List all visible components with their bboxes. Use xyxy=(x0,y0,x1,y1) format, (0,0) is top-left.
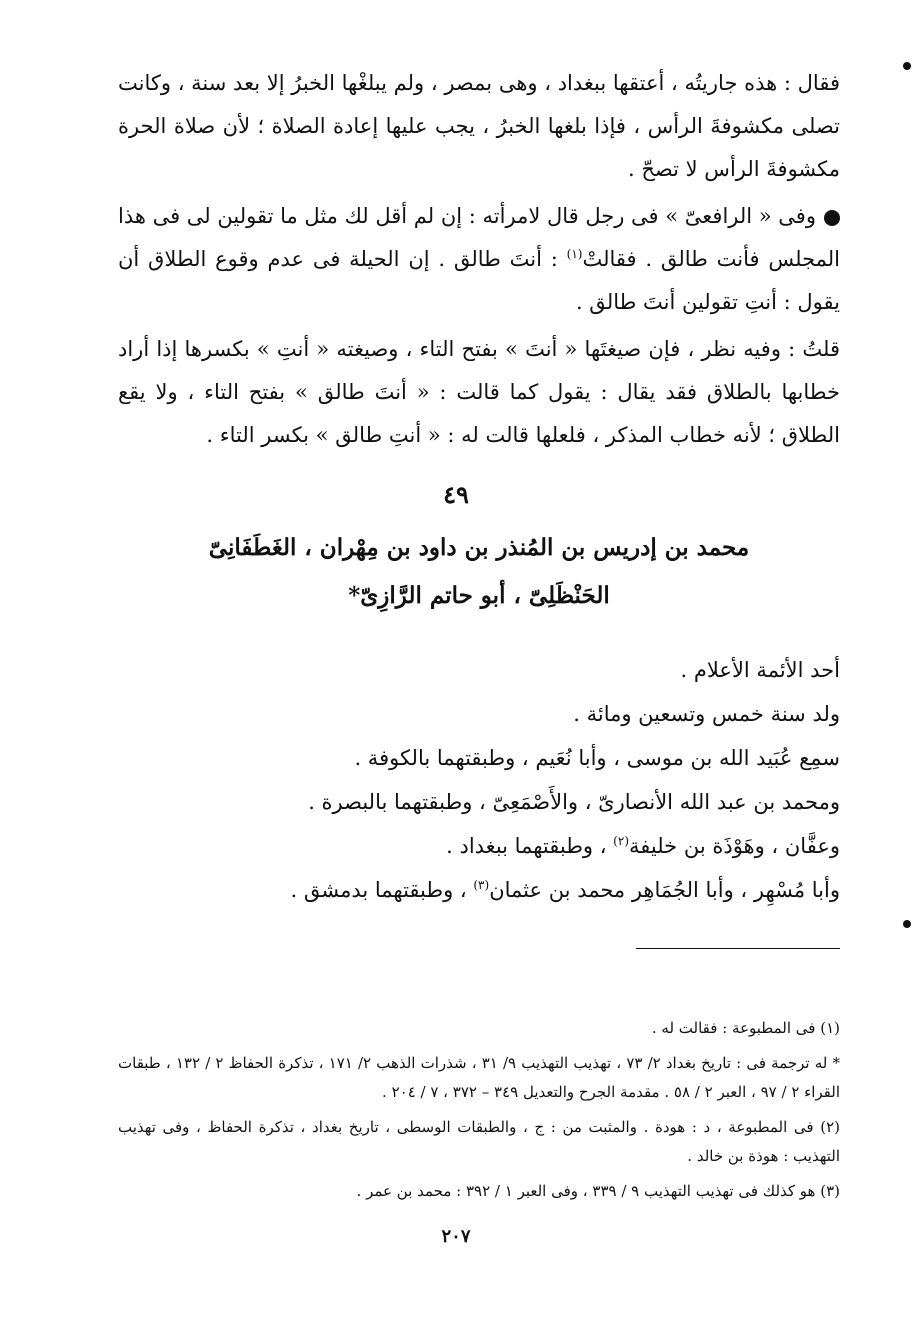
footnotes xyxy=(118,1014,840,1212)
entry-title-line-1: محمد بن إدريس بن المُنذر بن داود بن مِهْران ، الغَطَفَانِىّ xyxy=(208,534,750,561)
list-item: ومحمد بن عبد الله الأنصارىّ ، والأَصْمَعِىّ ، وطبقتهما بالبصرة . xyxy=(308,790,840,814)
list-item-part: ، وطبقتهما ببغداد . xyxy=(446,834,614,858)
footnote-ref-3: (٣) xyxy=(473,878,490,892)
list-item-part: وعفَّان ، وهَوْذَة بن خليفة xyxy=(629,834,840,858)
list-item: سمِع عُبَيد الله بن موسى ، وأبا نُعَيم ، وطبقتهما بالكوفة . xyxy=(354,746,840,770)
footnote-ref-1: (١) xyxy=(566,247,583,261)
list-item xyxy=(118,824,840,868)
paragraph-2 xyxy=(118,195,840,324)
biography-list xyxy=(118,648,840,912)
paragraph-2-part-a: وفى « الرافعىّ » فى رجل قال لامرأته : إن لم أقل لك مثل ما تقولين لى فى هذا المجلس فأنت طالق . فقالتْ xyxy=(117,204,840,271)
entry-title-line-2: الحَنْظَلِىّ ، أبو حاتم الرَّازِىّ* xyxy=(348,582,610,609)
list-item: ولد سنة خمس وتسعين ومائة . xyxy=(573,702,840,726)
footnote-2: (٢) فى المطبوعة ، د : هودة . والمثبت من : ج ، والطبقات الوسطى ، تاريخ بغداد ، تذكرة الحفاظ ، وفى تهذيب التهذيب : هوذة بن خالد . xyxy=(118,1118,840,1165)
paragraph-3: قلتُ : وفيه نظر ، فإن صيغتَها « أنتَ » بفتح التاء ، وصيغته « أنتِ » بكسرها إذا أراد خطابها بالطلاق فقد يقال : يقول كما قالت : « أنتَ طالق » بفتح التاء ، ولا يقع الطلاق ؛ لأنه خطاب المذكر ، فلعلها قالت له : « أنتِ طالق » بكسر التاء . xyxy=(118,337,840,447)
scan-mark xyxy=(903,920,911,928)
list-item-part: وأبا مُسْهِر ، وأبا الجُمَاهِر محمد بن عثمان xyxy=(489,878,840,902)
entry-title xyxy=(118,524,840,620)
list-item xyxy=(118,868,840,912)
page-number: ٢٠٧ xyxy=(441,1226,471,1247)
entry-number: ٤٩ xyxy=(443,480,469,509)
paragraph-1: فقال : هذه جاريتُه ، أعتقها ببغداد ، وهى بمصر ، ولم يبلغْها الخبرُ إلا بعد سنة ، وكانت تصلى مكشوفةَ الرأس ، فإذا بلغها الخبرُ ، يجب عليها إعادة الصلاة ؛ لأن صلاة الحرة مكشوفةَ الرأس لا تصحّ . xyxy=(118,71,840,181)
footnote-3: (٣) هو كذلك فى تهذيب التهذيب ٩ / ٣٣٩ ، وفى العبر ١ / ٣٩٢ : محمد بن عمر . xyxy=(356,1182,840,1200)
main-text xyxy=(118,62,840,457)
footnote-ref-2: (٢) xyxy=(613,834,629,848)
footnote-separator xyxy=(636,948,840,949)
list-item: أحد الأئمة الأعلام . xyxy=(680,658,840,682)
scan-mark xyxy=(903,62,911,70)
bullet-icon xyxy=(824,210,840,226)
paragraph-2-part-b: : أنتَ طالق . إن الحيلة فى عدم وقوع الطلاق أن يقول : أنتِ تقولين أنتَ طالق . xyxy=(118,247,840,314)
list-item-part: ، وطبقتهما بدمشق . xyxy=(290,878,474,902)
footnote-1: (١) فى المطبوعة : فقالت له . xyxy=(651,1019,840,1037)
footnote-star: * له ترجمة فى : تاريخ بغداد ٢/ ٧٣ ، تهذيب التهذيب ٩/ ٣١ ، شذرات الذهب ٢/ ١٧١ ، تذكرة الحفاظ ٢ / ١٣٢ ، طبقات القراء ٢ / ٩٧ ، العبر ٢ / ٥٨ . مقدمة الجرح والتعديل ٣٤٩ – ٣٧٢ ، ٧ / ٢٠٤ . xyxy=(118,1054,840,1101)
